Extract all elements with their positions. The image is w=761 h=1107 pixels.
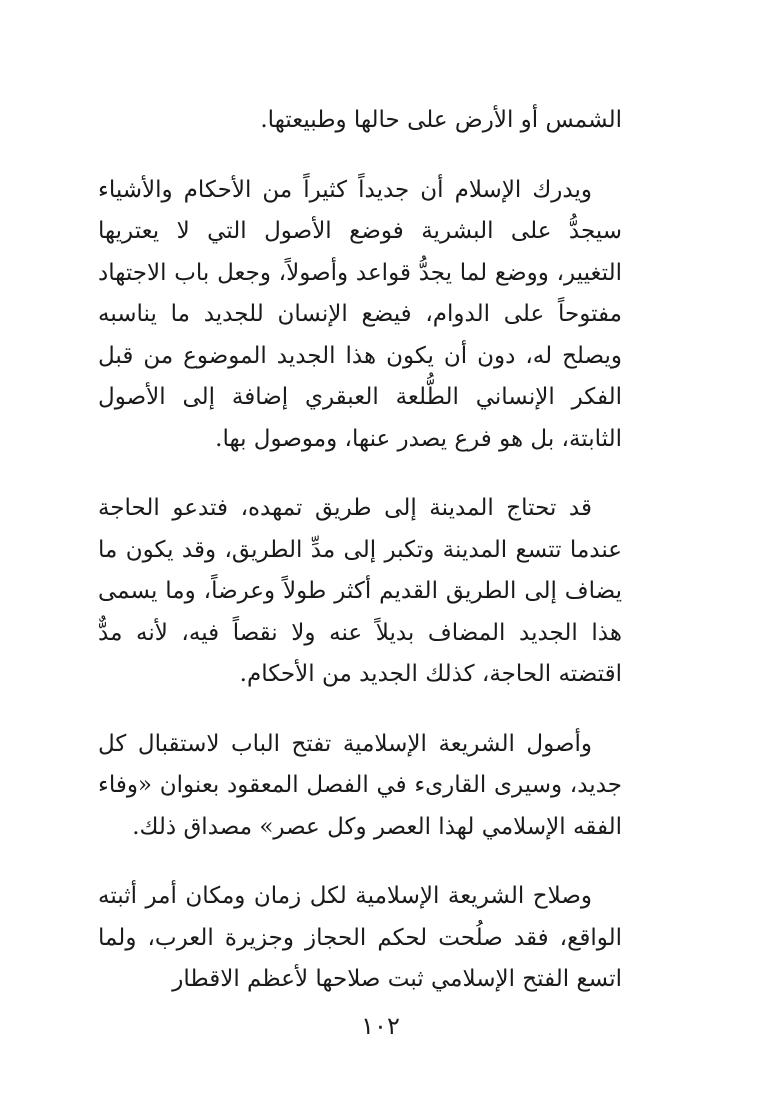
- paragraph-3: قد تحتاج المدينة إلى طريق تمهده، فتدعو الحاجة عندما تتسع المدينة وتكبر إلى مدِّ الطريق، وقد يكون ما يضاف إلى الطريق القديم أكثر طولاً وعرضاً، وما يسمى هذا الجديد المضاف بديلاً عنه ولا نقصاً فيه، لأنه مدٌّ اقتضته الحاجة، كذلك الجديد من الأحكام.: [98, 495, 622, 687]
- paragraph-5: وصلاح الشريعة الإسلامية لكل زمان ومكان أمر أثبته الواقع، فقد صلُحت لحكم الحجاز وجزيرة العرب، ولما اتسع الفتح الإسلامي ثبت صلاحها لأعظم الاقطار: [98, 883, 622, 992]
- body-text: [98, 100, 622, 1029]
- paragraph-2: ويدرك الإسلام أن جديداً كثيراً من الأحكام والأشياء سيجدُّ على البشرية فوضع الأصول التي لا يعتريها التغيير، ووضع لما يجدُّ قواعد وأصولاً، وجعل باب الاجتهاد مفتوحاً على الدوام، فيضع الإنسان للجديد ما يناسبه ويصلح له، دون أن يكون هذا الجديد الموضوع من قبل الفكر الإنساني الطُّلعة العبقري إضافة إلى الأصول الثابتة، بل هو فرع يصدر عنها، وموصول بها.: [98, 176, 622, 452]
- paragraph-1: الشمس أو الأرض على حالها وطبيعتها.: [260, 107, 622, 133]
- paragraph-4: وأصول الشريعة الإسلامية تفتح الباب لاستقبال كل جديد، وسيرى القارىء في الفصل المعقود بعنوان «وفاء الفقه الإسلامي لهذا العصر وكل عصر» مصداق ذلك.: [98, 730, 622, 840]
- page-number: ١٠٢: [361, 1012, 400, 1040]
